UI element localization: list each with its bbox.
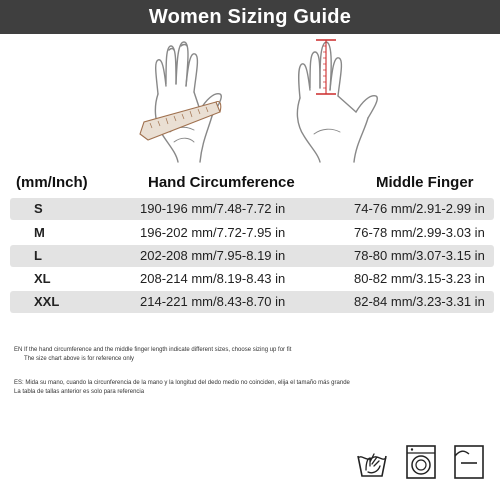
hand-value: 196-202 mm/7.72-7.95 in [140, 225, 286, 240]
size-label: S [34, 201, 43, 216]
hand-value: 202-208 mm/7.95-8.19 in [140, 248, 286, 263]
dry-flat-icon [452, 444, 486, 480]
middle-finger-icon [282, 34, 392, 164]
size-label: XL [34, 271, 51, 286]
size-label: L [34, 248, 42, 263]
title-bar [0, 0, 500, 34]
size-table-header [0, 170, 500, 198]
english-note-line-1: EN If the hand circumference and the middle finger length indicate different sizes, choose sizing up for fit [14, 347, 292, 353]
middle-value: 82-84 mm/3.23-3.31 in [354, 294, 485, 309]
spanish-note-line-1: ES: Mida su mano, cuando la circunferencia de la mano y la longitud del dedo medio no coinciden, elija el tamaño más grande [14, 380, 350, 386]
table-row [10, 198, 494, 220]
hand-circumference-header: Hand Circumference [148, 174, 295, 191]
machine-wash-icon [404, 444, 438, 480]
middle-value: 76-78 mm/2.99-3.03 in [354, 225, 485, 240]
page-title: Women Sizing Guide [148, 5, 352, 28]
middle-value: 80-82 mm/3.15-3.23 in [354, 271, 485, 286]
spanish-note-line-2: La tabla de tallas anterior es solo para referencia [14, 389, 145, 395]
table-row [10, 222, 494, 244]
middle-finger-header: Middle Finger [376, 174, 474, 191]
english-note-line-2: The size chart above is for reference only [24, 356, 135, 362]
hand-circumference-illustration [120, 34, 250, 164]
spanish-note [14, 379, 350, 397]
hand-wash-icon [354, 444, 390, 480]
english-note [14, 346, 291, 364]
hand-value: 190-196 mm/7.48-7.72 in [140, 201, 286, 216]
hand-circumference-icon [120, 34, 250, 164]
table-row [10, 268, 494, 290]
table-row [10, 245, 494, 267]
unit-header: (mm/Inch) [16, 174, 88, 191]
hand-value: 208-214 mm/8.19-8.43 in [140, 271, 286, 286]
middle-finger-illustration [282, 34, 392, 164]
middle-value: 74-76 mm/2.91-2.99 in [354, 201, 485, 216]
middle-value: 78-80 mm/3.07-3.15 in [354, 248, 485, 263]
table-row [10, 291, 494, 313]
size-label: XXL [34, 294, 60, 309]
size-label: M [34, 225, 45, 240]
hand-value: 214-221 mm/8.43-8.70 in [140, 294, 286, 309]
